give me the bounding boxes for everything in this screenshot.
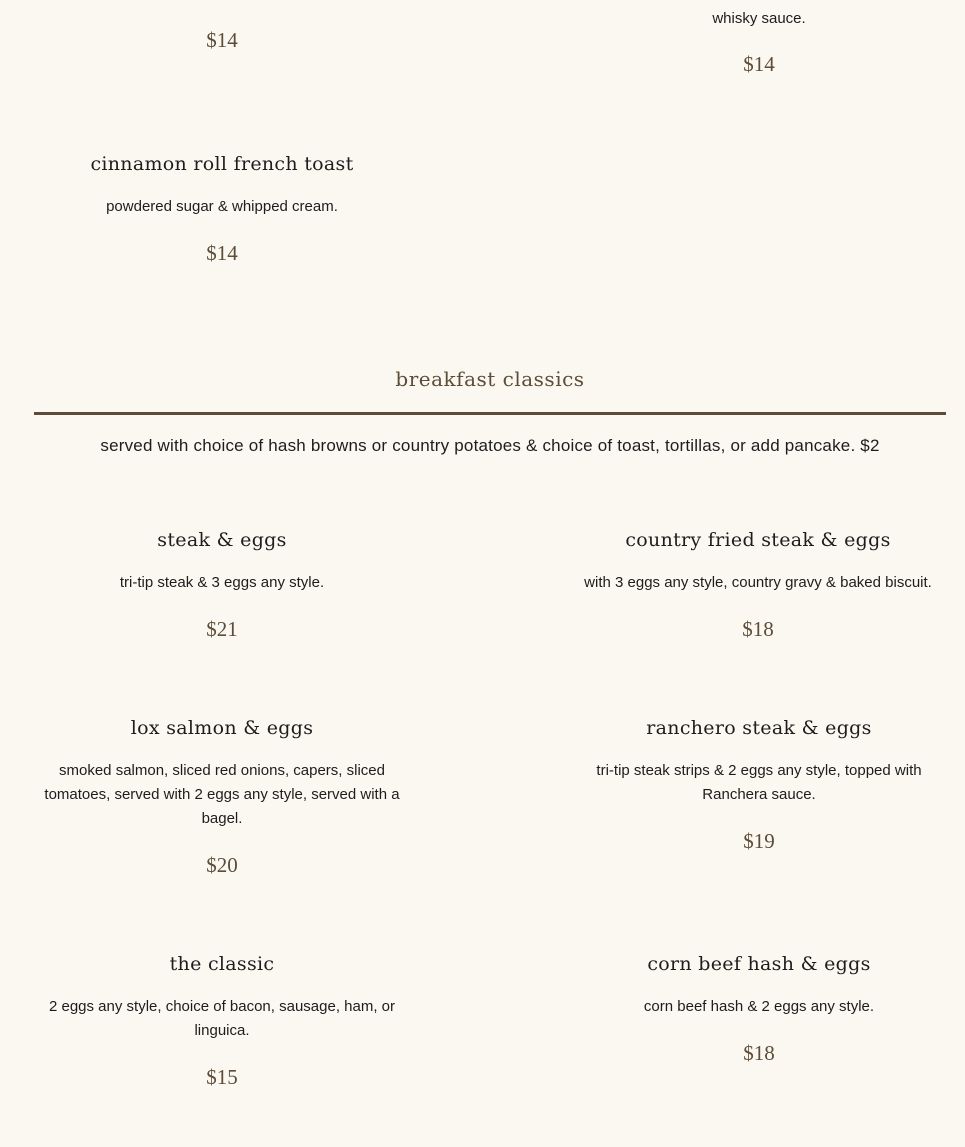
item-description: 2 eggs any style, choice of bacon, sausage, ham, or linguica. — [48, 998, 396, 1039]
item-price: $19 — [743, 829, 775, 853]
item-description: powdered sugar & whipped cream. — [106, 198, 338, 215]
item-name: corn beef hash & eggs — [647, 953, 871, 975]
item-name: steak & eggs — [157, 529, 287, 551]
item-price: $14 — [206, 241, 238, 265]
menu-item-top-right — [575, 0, 943, 80]
item-description: with 3 eggs any style, country gravy & baked biscuit. — [584, 574, 932, 591]
menu-item-country-fried-steak-and-eggs — [570, 529, 946, 649]
item-description: corn beef hash & 2 eggs any style. — [643, 998, 875, 1015]
section-divider — [34, 412, 946, 415]
item-name: country fried steak & eggs — [625, 529, 891, 551]
item-description: tri-tip steak & 3 eggs any style. — [119, 574, 325, 591]
menu-item-corn-beef-hash-and-eggs — [575, 953, 943, 1073]
menu-item-the-classic — [38, 953, 406, 1103]
item-description: whisky sauce. — [712, 10, 806, 27]
item-name: cinnamon roll french toast — [90, 153, 354, 175]
menu-item-steak-and-eggs — [38, 529, 406, 649]
item-price: $21 — [206, 617, 238, 641]
item-price: $18 — [742, 617, 774, 641]
menu-item-ranchero-steak-and-eggs — [585, 717, 933, 867]
item-price: $20 — [206, 853, 238, 877]
item-description: tri-tip steak strips & 2 eggs any style, topped with Ranchera sauce. — [596, 762, 922, 803]
menu-item-top-left — [38, 0, 406, 60]
item-name: ranchero steak & eggs — [646, 717, 872, 739]
item-price: $14 — [743, 52, 775, 76]
item-name: lox salmon & eggs — [130, 717, 314, 739]
item-name: the classic — [169, 953, 275, 975]
section-title: breakfast classics — [395, 367, 585, 391]
item-price: $14 — [206, 28, 238, 52]
menu-item-lox-salmon-and-eggs — [34, 717, 410, 887]
section-note: served with choice of hash browns or country potatoes & choice of toast, tortillas, or add pancake. $2 — [100, 436, 880, 455]
item-price: $18 — [743, 1041, 775, 1065]
item-description: smoked salmon, sliced red onions, capers, sliced tomatoes, served with 2 eggs any style, served with a bagel. — [44, 762, 400, 827]
item-price: $15 — [206, 1065, 238, 1089]
menu-item-cinnamon-roll-french-toast — [38, 153, 406, 273]
